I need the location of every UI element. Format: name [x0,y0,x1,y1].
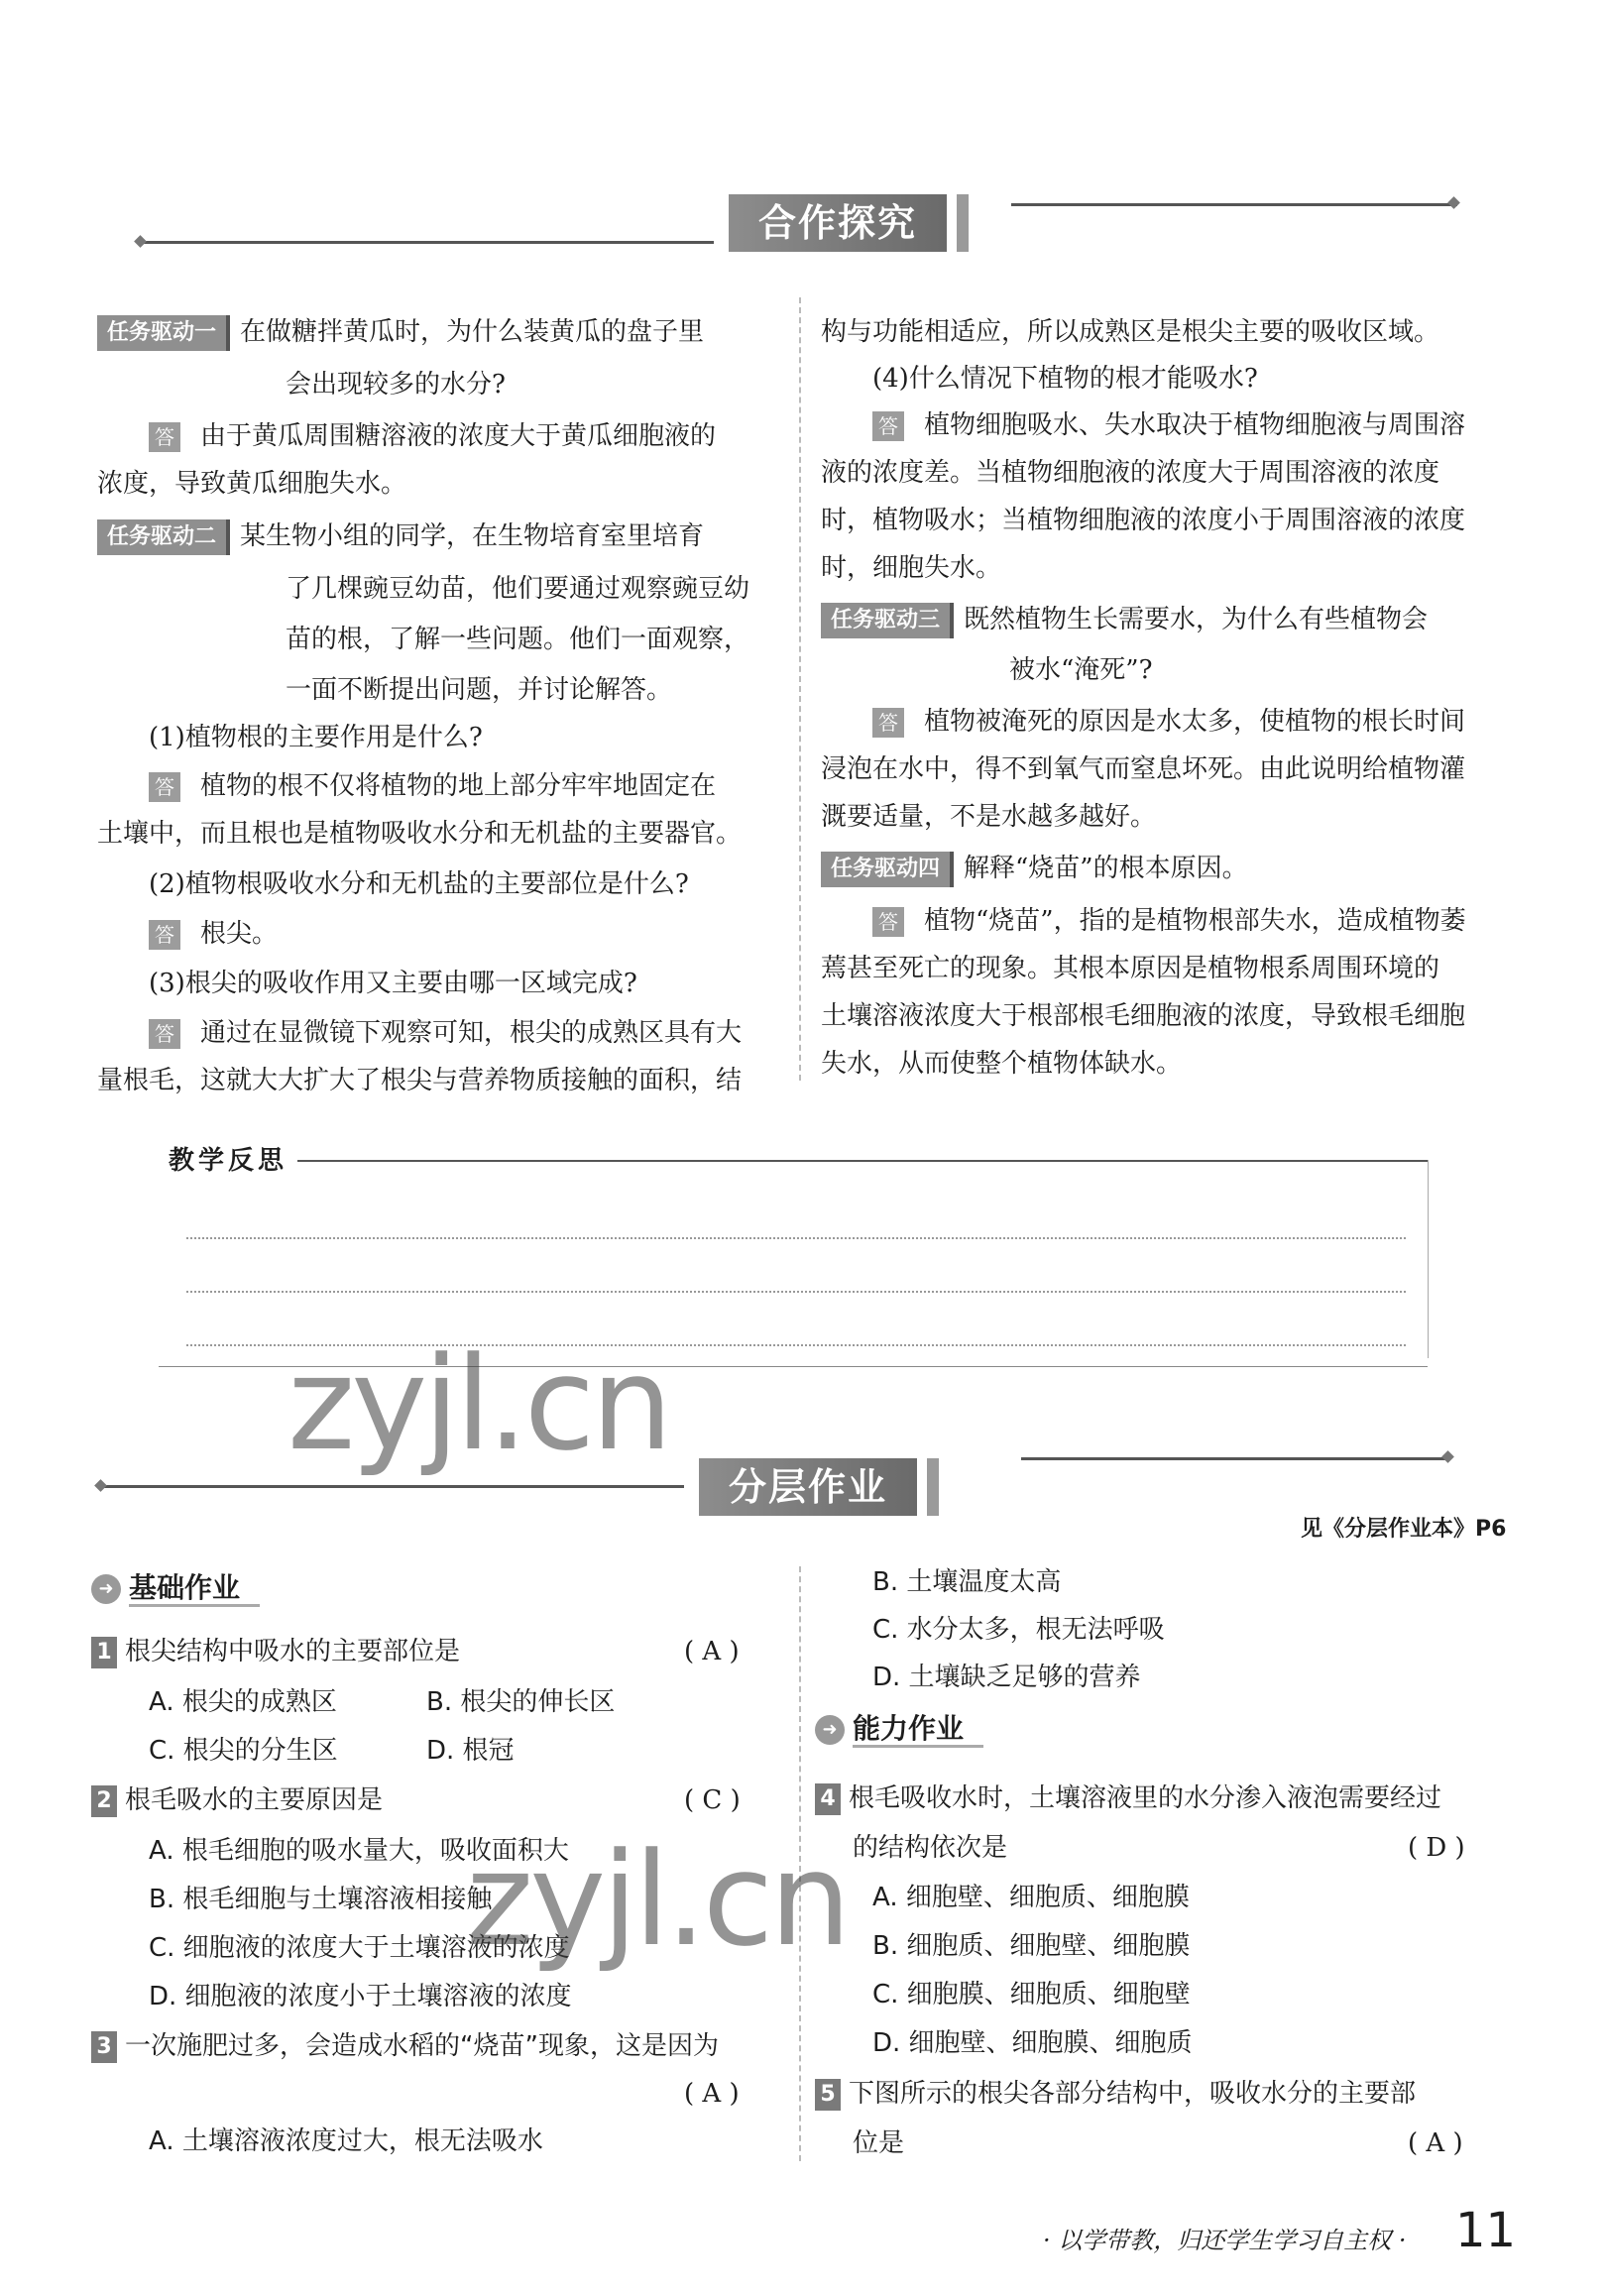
option-2d: D. 细胞液的浓度小于土壤溶液的浓度 [149,1982,572,2011]
option-1a: A. 根尖的成熟区 [149,1687,337,1717]
watermark: zyjl.cn [466,1824,848,1975]
option-3c: C. 水分太多，根无法呼吸 [872,1615,1165,1645]
subanswer-2: 根尖。 [200,919,279,949]
task4-answer-line4: 失水，从而使整个植物体缺水。 [821,1049,1183,1079]
question-2: 2 根毛吸水的主要原因是 [91,1777,383,1824]
task-tag-2: 任务驱动二 [97,519,230,555]
option-1b: B. 根尖的伸长区 [426,1687,616,1717]
question-4-line2: 的结构依次是 [853,1833,1008,1863]
task-tag-3: 任务驱动三 [821,603,954,638]
task2-question-line1: 某生物小组的同学，在生物培育室里培育 [240,521,705,551]
task1-question-line2: 会出现较多的水分? [286,370,506,400]
question-5: 5 下图所示的根尖各部分结构中，吸收水分的主要部 [815,2070,1416,2118]
answer-badge: 答 [872,411,904,441]
task1-answer-line1: 由于黄瓜周围糖溶液的浓度大于黄瓜细胞液的 [200,421,717,451]
option-4b: B. 细胞质、细胞壁、细胞膜 [872,1931,1191,1961]
subquestion-1: (1)植物根的主要作用是什么? [149,723,483,752]
task3-answer-line2: 浸泡在水中，得不到氧气而窒息坏死。由此说明给植物灌 [821,754,1466,784]
subanswer-4-line1: 植物细胞吸水、失水取决于植物细胞液与周围溶 [924,410,1466,440]
arrow-icon: ➜ [91,1574,121,1604]
option-4d: D. 细胞壁、细胞膜、细胞质 [872,2028,1193,2058]
subanswer-3-line3: 构与功能相适应，所以成熟区是根尖主要的吸收区域。 [821,317,1440,347]
question-1: 1 根尖结构中吸水的主要部位是 [91,1628,460,1675]
subanswer-3-line1: 通过在显微镜下观察可知，根尖的成熟区具有大 [200,1018,743,1048]
writing-line[interactable] [186,1291,1406,1293]
layered-reference: 见《分层作业本》P6 [1301,1517,1507,1542]
arrow-icon: ➜ [815,1715,845,1745]
option-4c: C. 细胞膜、细胞质、细胞壁 [872,1980,1191,2009]
writing-line[interactable] [186,1237,1406,1239]
answer-key-3: ( A ) [684,2079,740,2109]
answer-key-1: ( A ) [684,1637,740,1666]
answer-key-2: ( C ) [684,1785,741,1815]
answer-badge: 答 [149,920,180,950]
option-2c: C. 细胞液的浓度大于土壤溶液的浓度 [149,1933,570,1963]
footer-motto: · 以学带教，归还学生学习自主权 · [1043,2227,1407,2254]
option-3d: D. 土壤缺乏足够的营养 [872,1663,1141,1692]
task3-answer-line1: 植物被淹死的原因是水太多，使植物的根长时间 [924,707,1466,737]
question-5-line2: 位是 [853,2128,905,2158]
ability-homework-title: 能力作业 [853,1712,983,1748]
option-2b: B. 根毛细胞与土壤溶液相接触 [149,1885,493,1914]
answer-key-5: ( A ) [1408,2128,1463,2158]
task1-question-line1: 在做糖拌黄瓜时，为什么装黄瓜的盘子里 [240,317,705,347]
answer-badge: 答 [149,422,180,452]
task2-question-line3: 苗的根，了解一些问题。他们一面观察， [286,625,750,654]
reflection-label: 教学反思 [169,1146,288,1176]
answer-badge: 答 [149,772,180,802]
task4-answer-line1: 植物“烧苗”，指的是植物根部失水，造成植物萎 [924,906,1466,936]
option-4a: A. 细胞壁、细胞质、细胞膜 [872,1883,1190,1912]
option-1d: D. 根冠 [426,1736,515,1766]
option-1c: C. 根尖的分生区 [149,1736,338,1766]
column-divider [799,297,801,1081]
option-2a: A. 根毛细胞的吸水量大，吸收面积大 [149,1836,569,1866]
page-number: 11 [1455,2203,1517,2258]
subanswer-3-line2: 量根毛，这就大大扩大了根尖与营养物质接触的面积，结 [97,1066,743,1095]
answer-badge: 答 [872,708,904,738]
task-tag-1: 任务驱动一 [97,315,230,351]
subquestion-4: (4)什么情况下植物的根才能吸水? [872,364,1258,394]
watermark: zyjl.cn [287,1328,669,1479]
task3-question-line2: 被水“淹死”? [1009,655,1153,685]
task2-question-line2: 了几棵豌豆幼苗，他们要通过观察豌豆幼 [286,574,750,604]
question-3: 3 一次施肥过多，会造成水稻的“烧苗”现象，这是因为 [91,2022,719,2070]
task3-answer-line3: 溉要适量，不是水越多越好。 [821,802,1157,832]
task3-question-line1: 既然植物生长需要水，为什么有些植物会 [964,605,1429,634]
subanswer-4-line3: 时，植物吸水；当植物细胞液的浓度小于周围溶液的浓度 [821,506,1466,535]
question-4: 4 根毛吸收水时，土壤溶液里的水分渗入液泡需要经过 [815,1775,1441,1822]
subanswer-4-line4: 时，细胞失水。 [821,553,1002,583]
basic-homework-title: 基础作业 [129,1571,260,1607]
task4-answer-line3: 土壤溶液浓度大于根部根毛细胞液的浓度，导致根毛细胞 [821,1001,1466,1031]
task1-answer-line2: 浓度，导致黄瓜细胞失水。 [97,469,407,499]
task4-question: 解释“烧苗”的根本原因。 [964,854,1248,883]
section-title-layered: 分层作业 [699,1458,917,1516]
option-3a: A. 土壤溶液浓度过大，根无法吸水 [149,2126,543,2156]
task4-answer-line2: 蔫甚至死亡的现象。其根本原因是植物根系周围环境的 [821,954,1440,983]
answer-badge: 答 [149,1019,180,1049]
section-title-cooperate: 合作探究 [729,194,947,252]
option-3b: B. 土壤温度太高 [872,1567,1062,1597]
answer-key-4: ( D ) [1408,1833,1465,1863]
task-tag-4: 任务驱动四 [821,852,954,887]
task2-question-line4: 一面不断提出问题，并讨论解答。 [286,675,673,705]
subquestion-2: (2)植物根吸收水分和无机盐的主要部位是什么? [149,869,689,899]
subanswer-1-line2: 土壤中，而且根也是植物吸收水分和无机盐的主要器官。 [97,819,743,849]
subanswer-4-line2: 液的浓度差。当植物细胞液的浓度大于周围溶液的浓度 [821,458,1440,488]
subquestion-3: (3)根尖的吸收作用又主要由哪一区域完成? [149,969,637,998]
subanswer-1-line1: 植物的根不仅将植物的地上部分牢牢地固定在 [200,771,717,801]
answer-badge: 答 [872,907,904,937]
